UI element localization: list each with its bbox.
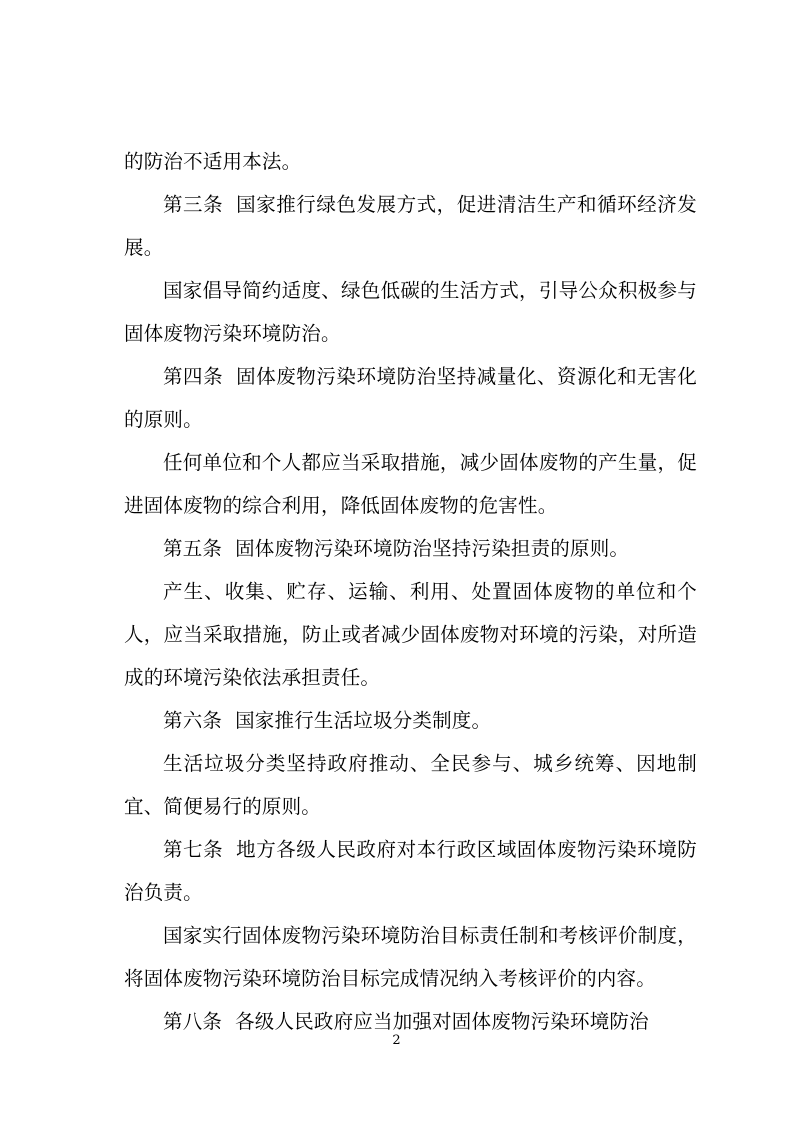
paragraph-text: 产生、收集、贮存、运输、利用、处置固体废物的单位和个人，应当采取措施，防止或者减少固体废物对环境的污染，对所造成的环境污染依法承担责任。 bbox=[124, 580, 697, 689]
article-label: 第八条 bbox=[163, 1010, 223, 1033]
paragraph-text: 国家推行生活垃圾分类制度。 bbox=[235, 709, 492, 732]
paragraph bbox=[124, 699, 697, 742]
paragraph bbox=[124, 140, 697, 183]
article-label: 第七条 bbox=[163, 838, 224, 861]
paragraph bbox=[124, 441, 697, 527]
paragraph-text: 任何单位和个人都应当采取措施，减少固体废物的产生量，促进固体废物的综合利用，降低固体废物的危害性。 bbox=[124, 451, 697, 517]
paragraph bbox=[124, 570, 697, 699]
paragraph-text: 的防治不适用本法。 bbox=[124, 150, 302, 173]
paragraph-text: 国家推行绿色发展方式，促进清洁生产和循环经济发展。 bbox=[124, 193, 697, 259]
paragraph bbox=[124, 269, 697, 355]
paragraph-text: 地方各级人民政府对本行政区域固体废物污染环境防治负责。 bbox=[124, 838, 697, 904]
page-number: 2 bbox=[392, 1033, 401, 1048]
document-body bbox=[124, 140, 697, 1043]
paragraph-text: 国家实行固体废物污染环境防治目标责任制和考核评价制度，将固体废物污染环境防治目标完成情况纳入考核评价的内容。 bbox=[124, 924, 697, 990]
article-label: 第六条 bbox=[163, 709, 223, 732]
article-label: 第四条 bbox=[163, 365, 224, 388]
paragraph bbox=[124, 914, 697, 1000]
paragraph-text: 固体废物污染环境防治坚持污染担责的原则。 bbox=[235, 537, 630, 560]
paragraph bbox=[124, 527, 697, 570]
paragraph bbox=[124, 742, 697, 828]
paragraph bbox=[124, 828, 697, 914]
paragraph-text: 生活垃圾分类坚持政府推动、全民参与、城乡统筹、因地制宜、简便易行的原则。 bbox=[124, 752, 697, 818]
paragraph-text: 各级人民政府应当加强对固体废物污染环境防治 bbox=[235, 1010, 649, 1033]
article-label: 第三条 bbox=[163, 193, 224, 216]
paragraph-text: 固体废物污染环境防治坚持减量化、资源化和无害化的原则。 bbox=[124, 365, 697, 431]
article-label: 第五条 bbox=[163, 537, 223, 560]
paragraph bbox=[124, 183, 697, 269]
paragraph bbox=[124, 355, 697, 441]
paragraph-text: 国家倡导简约适度、绿色低碳的生活方式，引导公众积极参与固体废物污染环境防治。 bbox=[124, 279, 697, 345]
